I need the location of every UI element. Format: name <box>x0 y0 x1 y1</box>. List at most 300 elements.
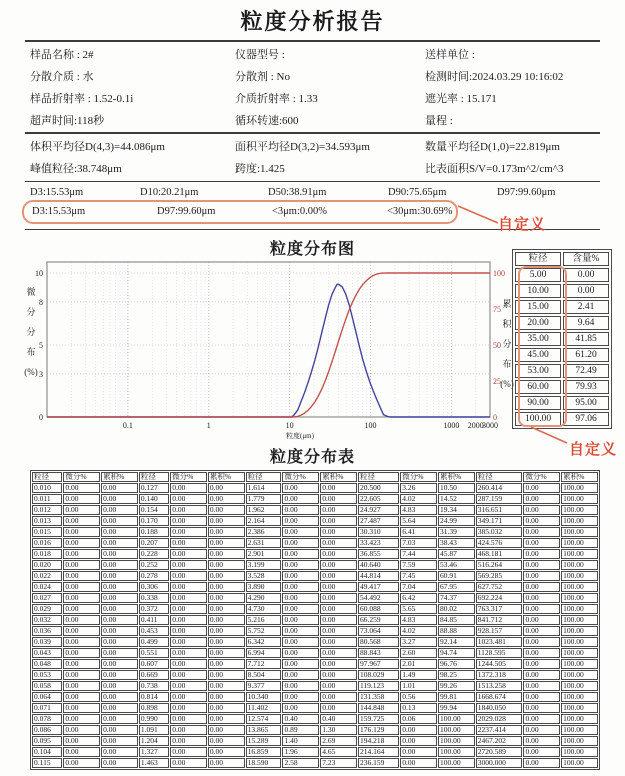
cell: 0.00 <box>63 758 100 768</box>
cell: 7.712 <box>246 659 282 669</box>
cell: 0.00 <box>170 593 207 603</box>
cell: 2.164 <box>246 516 282 526</box>
cell: 5.752 <box>246 626 282 636</box>
cell: 0.372 <box>139 604 169 614</box>
cell: 0.00 <box>208 571 245 581</box>
cell: 24.99 <box>438 516 475 526</box>
cell: 0.011 <box>32 494 62 504</box>
cell: 0.00 <box>320 703 357 713</box>
cell: 0.00 <box>208 725 245 735</box>
cell: 0.00 <box>101 593 138 603</box>
cell: 0.00 <box>101 615 138 625</box>
info-dispersant: 分散剂 : No <box>235 71 290 83</box>
left-axis-label: 微 分 分 布 (%) <box>24 287 38 377</box>
cell: 0.00 <box>63 538 100 548</box>
svg-text:25: 25 <box>493 377 501 386</box>
cell: 0.00 <box>320 593 357 603</box>
annotation-custom-2: 自定义 <box>569 441 618 458</box>
cell: 0.00 <box>63 747 100 757</box>
cell: 0.053 <box>32 670 62 680</box>
svg-text:100: 100 <box>493 269 505 278</box>
column-header: 微分% <box>400 472 437 482</box>
cell: 15.00 <box>515 300 561 314</box>
cell: 100.00 <box>438 758 475 768</box>
cell: 0.00 <box>170 648 207 658</box>
cell: 3.27 <box>400 637 437 647</box>
cell: 16.859 <box>246 747 282 757</box>
cell: 0.00 <box>170 516 207 526</box>
cell: 0.00 <box>320 505 357 515</box>
cell: 0.00 <box>101 758 138 768</box>
cell: 108.029 <box>358 670 399 680</box>
cell: 131.358 <box>358 692 399 702</box>
cell: 36.855 <box>358 549 399 559</box>
table-row <box>32 626 598 636</box>
cell: 0.990 <box>139 714 169 724</box>
svg-text:75: 75 <box>493 305 501 314</box>
cell: 1244.505 <box>476 659 523 669</box>
annotation-leader-line <box>453 200 503 230</box>
cell: 4.65 <box>320 747 357 757</box>
cell: 13.865 <box>246 725 282 735</box>
table-row <box>32 681 598 691</box>
cell: 0.170 <box>139 516 169 526</box>
cell: 0.00 <box>63 516 100 526</box>
cell: 66.259 <box>358 615 399 625</box>
cell: 0.00 <box>101 670 138 680</box>
cell: 0.00 <box>523 538 560 548</box>
cell: 0.00 <box>63 681 100 691</box>
cell: 159.725 <box>358 714 399 724</box>
cell: 0.13 <box>400 703 437 713</box>
cell: 0.00 <box>282 615 319 625</box>
table-row <box>32 593 598 603</box>
cell: 0.00 <box>208 659 245 669</box>
cell: 1.779 <box>246 494 282 504</box>
cell: 5.216 <box>246 615 282 625</box>
cell: 0.00 <box>400 736 437 746</box>
cell: 0.00 <box>63 615 100 625</box>
column-header: 粒径 <box>139 472 169 482</box>
cell: 0.00 <box>208 582 245 592</box>
cell: 0.00 <box>282 571 319 581</box>
cell: 0.499 <box>139 637 169 647</box>
cell: 30.310 <box>358 527 399 537</box>
cell: 0.048 <box>32 659 62 669</box>
cell: 0.411 <box>139 615 169 625</box>
cell: 100.00 <box>561 736 598 746</box>
info-test-time: 检测时间:2024.03.29 10:16:02 <box>425 71 564 83</box>
cell: 100.00 <box>515 412 561 426</box>
cell: 0.00 <box>170 692 207 702</box>
cell: 53.00 <box>515 364 561 378</box>
cell: 0.00 <box>282 659 319 669</box>
cell: 60.00 <box>515 380 561 394</box>
cell: 0.00 <box>63 659 100 669</box>
cell: 0.00 <box>282 692 319 702</box>
d90-value: D90:75.65μm <box>388 187 447 198</box>
cell: 194.218 <box>358 736 399 746</box>
table-row <box>32 483 598 493</box>
table-row <box>32 527 598 537</box>
cell: 18.590 <box>246 758 282 768</box>
cell: 84.85 <box>438 615 475 625</box>
info-range: 量程 : <box>425 115 453 127</box>
cell: 0.00 <box>320 549 357 559</box>
cell: 33.423 <box>358 538 399 548</box>
custom-values-row <box>32 202 456 222</box>
cell: 6.42 <box>400 593 437 603</box>
divider <box>25 132 600 134</box>
cell: 100.00 <box>561 560 598 570</box>
cell: 72.49 <box>563 364 609 378</box>
cell: 0.00 <box>63 549 100 559</box>
cell: 0.00 <box>282 505 319 515</box>
column-header: 粒径 <box>32 472 62 482</box>
cell: 0.00 <box>101 692 138 702</box>
cell: 0.00 <box>208 516 245 526</box>
cell: 100.00 <box>561 692 598 702</box>
cell: 0.00 <box>208 648 245 658</box>
cell: 0.064 <box>32 692 62 702</box>
cell: 0.00 <box>320 516 357 526</box>
right-axis-label: 累 积 分 布 (%) <box>500 299 514 389</box>
cell: 100.00 <box>438 747 475 757</box>
cell: 100.00 <box>438 736 475 746</box>
cell: 0.00 <box>101 538 138 548</box>
cell: 0.00 <box>208 483 245 493</box>
cell: 0.00 <box>523 637 560 647</box>
svg-text:10: 10 <box>285 421 294 430</box>
info-sending-unit: 送样单位 : <box>425 49 475 61</box>
cell: 627.752 <box>476 582 523 592</box>
cell: 0.00 <box>170 582 207 592</box>
cell: 0.00 <box>523 549 560 559</box>
cell: 100.00 <box>561 758 598 768</box>
cell: 0.095 <box>32 736 62 746</box>
column-header: 微分% <box>282 472 319 482</box>
cell: 0.00 <box>208 505 245 515</box>
cell: 0.00 <box>170 747 207 757</box>
cell: 0.00 <box>282 703 319 713</box>
cell: 214.164 <box>358 747 399 757</box>
cell: 2029.028 <box>476 714 523 724</box>
cell: 7.44 <box>400 549 437 559</box>
table-row <box>32 637 598 647</box>
cell: 0.00 <box>101 681 138 691</box>
cell: 1.30 <box>320 725 357 735</box>
cell: 0.00 <box>208 670 245 680</box>
cell: 0.00 <box>282 582 319 592</box>
cell: 0.00 <box>101 571 138 581</box>
cell: 3000.000 <box>476 758 523 768</box>
cell: 0.00 <box>63 725 100 735</box>
cell: 0.00 <box>282 516 319 526</box>
cell: 0.154 <box>139 505 169 515</box>
cell: 0.00 <box>320 692 357 702</box>
cell: 385.032 <box>476 527 523 537</box>
cell: 1.614 <box>246 483 282 493</box>
d-values-row <box>30 187 605 198</box>
cell: 0.00 <box>208 538 245 548</box>
cell: 100.00 <box>561 681 598 691</box>
cell: 53.46 <box>438 560 475 570</box>
table-row <box>32 615 598 625</box>
cell: 38.43 <box>438 538 475 548</box>
cell: 2467.202 <box>476 736 523 746</box>
cell: 0.00 <box>282 626 319 636</box>
cell: 19.34 <box>438 505 475 515</box>
cell: 100.00 <box>561 615 598 625</box>
cell: 0.00 <box>523 571 560 581</box>
cell: 100.00 <box>561 659 598 669</box>
cell: 0.00 <box>170 703 207 713</box>
cell: 0.024 <box>32 582 62 592</box>
cell: 0.032 <box>32 615 62 625</box>
cell: 0.306 <box>139 582 169 592</box>
cell: 0.207 <box>139 538 169 548</box>
cell: 100.00 <box>561 648 598 658</box>
cell: 0.00 <box>523 659 560 669</box>
info-circulation-speed: 循环转速:600 <box>235 115 299 127</box>
cell: 0.00 <box>320 604 357 614</box>
stat-number-mean: 数量平均径D(1,0)=22.819μm <box>425 141 560 153</box>
cell: 0.00 <box>523 626 560 636</box>
cell: 20.500 <box>358 483 399 493</box>
table-row <box>32 703 598 713</box>
cell: 0.00 <box>101 560 138 570</box>
table-title: 粒度分布表 <box>269 449 355 466</box>
cell: 24.927 <box>358 505 399 515</box>
table-row <box>32 758 598 768</box>
cell: 0.40 <box>282 714 319 724</box>
cell: 2237.414 <box>476 725 523 735</box>
cell: 0.00 <box>282 560 319 570</box>
table-row <box>32 747 598 757</box>
cell: 0.016 <box>32 538 62 548</box>
cell: 0.738 <box>139 681 169 691</box>
cell: 3.199 <box>246 560 282 570</box>
cell: 0.043 <box>32 648 62 658</box>
cell: 5.64 <box>400 516 437 526</box>
cell: 80.02 <box>438 604 475 614</box>
cell: 0.338 <box>139 593 169 603</box>
annotation-custom-1: 自定义 <box>498 216 547 233</box>
cell: 928.157 <box>476 626 523 636</box>
cell: 260.414 <box>476 483 523 493</box>
svg-text:8: 8 <box>39 297 43 307</box>
side-table-header-size: 粒径 <box>515 252 561 266</box>
cumulative-curve <box>47 273 490 417</box>
cell: 100.00 <box>561 593 598 603</box>
cell: 0.00 <box>523 527 560 537</box>
cell: 90.00 <box>515 396 561 410</box>
divider <box>25 181 600 182</box>
cell: 0.00 <box>208 758 245 768</box>
cell: 0.00 <box>170 670 207 680</box>
cell: 6.41 <box>400 527 437 537</box>
table-row <box>32 659 598 669</box>
cell: 1513.258 <box>476 681 523 691</box>
cell: 468.181 <box>476 549 523 559</box>
cell: 7.04 <box>400 582 437 592</box>
cell: 80.568 <box>358 637 399 647</box>
cell: 1.01 <box>400 681 437 691</box>
cell: 0.00 <box>523 593 560 603</box>
side-table-header-row <box>515 252 609 266</box>
cell: 2.41 <box>563 300 609 314</box>
cell: 0.029 <box>32 604 62 614</box>
cell: 0.00 <box>101 483 138 493</box>
cell: 12.574 <box>246 714 282 724</box>
cell: 100.00 <box>561 714 598 724</box>
cell: 0.898 <box>139 703 169 713</box>
cell: 10.340 <box>246 692 282 702</box>
cell: 0.00 <box>170 604 207 614</box>
cell: 97.06 <box>563 412 609 426</box>
cell: 0.00 <box>320 494 357 504</box>
svg-text:10: 10 <box>35 269 43 278</box>
cell: 0.00 <box>170 736 207 746</box>
cell: 0.010 <box>32 483 62 493</box>
divider <box>25 40 600 42</box>
cell: 100.00 <box>561 494 598 504</box>
table-row <box>32 648 598 658</box>
column-header: 累积% <box>101 472 138 482</box>
cell: 0.00 <box>208 604 245 614</box>
table-row <box>32 692 598 702</box>
cell: 0.00 <box>523 758 560 768</box>
cell: 0.00 <box>170 571 207 581</box>
cell: 0.00 <box>208 494 245 504</box>
cell: 0.00 <box>63 703 100 713</box>
cell: 98.25 <box>438 670 475 680</box>
cell: 1.962 <box>246 505 282 515</box>
cell: 0.00 <box>208 703 245 713</box>
cell: 0.086 <box>32 725 62 735</box>
cell: 0.00 <box>208 549 245 559</box>
cell: 1668.674 <box>476 692 523 702</box>
cell: 0.00 <box>320 483 357 493</box>
cell: 54.492 <box>358 593 399 603</box>
cell: 0.228 <box>139 549 169 559</box>
cell: 0.00 <box>400 747 437 757</box>
cell: 0.607 <box>139 659 169 669</box>
cell: 100.00 <box>561 527 598 537</box>
table-row <box>32 494 598 504</box>
cell: 1023.481 <box>476 637 523 647</box>
cell: 0.00 <box>282 604 319 614</box>
cell: 100.00 <box>561 571 598 581</box>
cell: 0.127 <box>139 483 169 493</box>
cell: 0.00 <box>523 560 560 570</box>
info-sample-refractive-index: 样品折射率 : 1.52-0.1i <box>30 93 134 105</box>
cell: 0.00 <box>282 670 319 680</box>
cell: 0.00 <box>170 560 207 570</box>
cell: 0.00 <box>400 725 437 735</box>
cell: 349.171 <box>476 516 523 526</box>
table-row <box>32 549 598 559</box>
d10-value: D10:20.21μm <box>140 187 199 198</box>
cell: 94.74 <box>438 648 475 658</box>
cell: 0.00 <box>170 505 207 515</box>
cell: 0.00 <box>170 725 207 735</box>
cell: 1128.595 <box>476 648 523 658</box>
cell: 0.00 <box>170 626 207 636</box>
cell: 100.00 <box>561 516 598 526</box>
cell: 0.00 <box>170 549 207 559</box>
table-row <box>32 505 598 515</box>
cell: 67.95 <box>438 582 475 592</box>
cell: 0.00 <box>101 604 138 614</box>
cell: 0.00 <box>523 725 560 735</box>
cell: 0.00 <box>523 483 560 493</box>
cell: 0.00 <box>63 505 100 515</box>
cell: 7.03 <box>400 538 437 548</box>
cell: 100.00 <box>561 604 598 614</box>
cell: 100.00 <box>561 582 598 592</box>
cell: 0.00 <box>320 637 357 647</box>
cell: 74.37 <box>438 593 475 603</box>
cell: 27.487 <box>358 516 399 526</box>
cell: 10.50 <box>438 483 475 493</box>
table-row <box>32 516 598 526</box>
cell: 1.463 <box>139 758 169 768</box>
cell: 0.00 <box>101 637 138 647</box>
info-ultrasonic-time: 超声时间:118秒 <box>30 115 105 127</box>
cell: 2.01 <box>400 659 437 669</box>
cell: 31.39 <box>438 527 475 537</box>
cell: 1372.318 <box>476 670 523 680</box>
stat-volume-mean: 体积平均径D(4,3)=44.086μm <box>30 141 165 153</box>
cell: 4.02 <box>400 494 437 504</box>
cell: 841.712 <box>476 615 523 625</box>
column-header: 微分% <box>63 472 100 482</box>
svg-text:1: 1 <box>206 421 211 430</box>
table-row <box>32 736 598 746</box>
cell: 0.56 <box>400 692 437 702</box>
cell: 100.00 <box>561 670 598 680</box>
cell: 0.00 <box>63 527 100 537</box>
cell: 0.00 <box>101 703 138 713</box>
cell: 5.65 <box>400 604 437 614</box>
info-dispersion-medium: 分散介质 : 水 <box>30 71 94 83</box>
cell: 0.00 <box>63 626 100 636</box>
cell: 0.00 <box>208 681 245 691</box>
distribution-chart <box>0 256 512 448</box>
cell: 0.00 <box>320 670 357 680</box>
differential-curve <box>47 284 490 417</box>
cell: 0.00 <box>208 615 245 625</box>
cell: 0.00 <box>208 692 245 702</box>
cell: 79.93 <box>563 380 609 394</box>
cell: 424.576 <box>476 538 523 548</box>
column-header: 微分% <box>523 472 560 482</box>
cell: 2.69 <box>320 736 357 746</box>
cell: 0.00 <box>170 714 207 724</box>
cell: 0.00 <box>523 736 560 746</box>
cell: 1.96 <box>282 747 319 757</box>
cell: 0.00 <box>208 714 245 724</box>
cell: 88.88 <box>438 626 475 636</box>
cell: 0.00 <box>170 659 207 669</box>
cell: 99.26 <box>438 681 475 691</box>
cell: 0.00 <box>282 549 319 559</box>
cell: 100.00 <box>561 538 598 548</box>
cell: 0.669 <box>139 670 169 680</box>
cell: 2.631 <box>246 538 282 548</box>
cell: 0.00 <box>320 626 357 636</box>
